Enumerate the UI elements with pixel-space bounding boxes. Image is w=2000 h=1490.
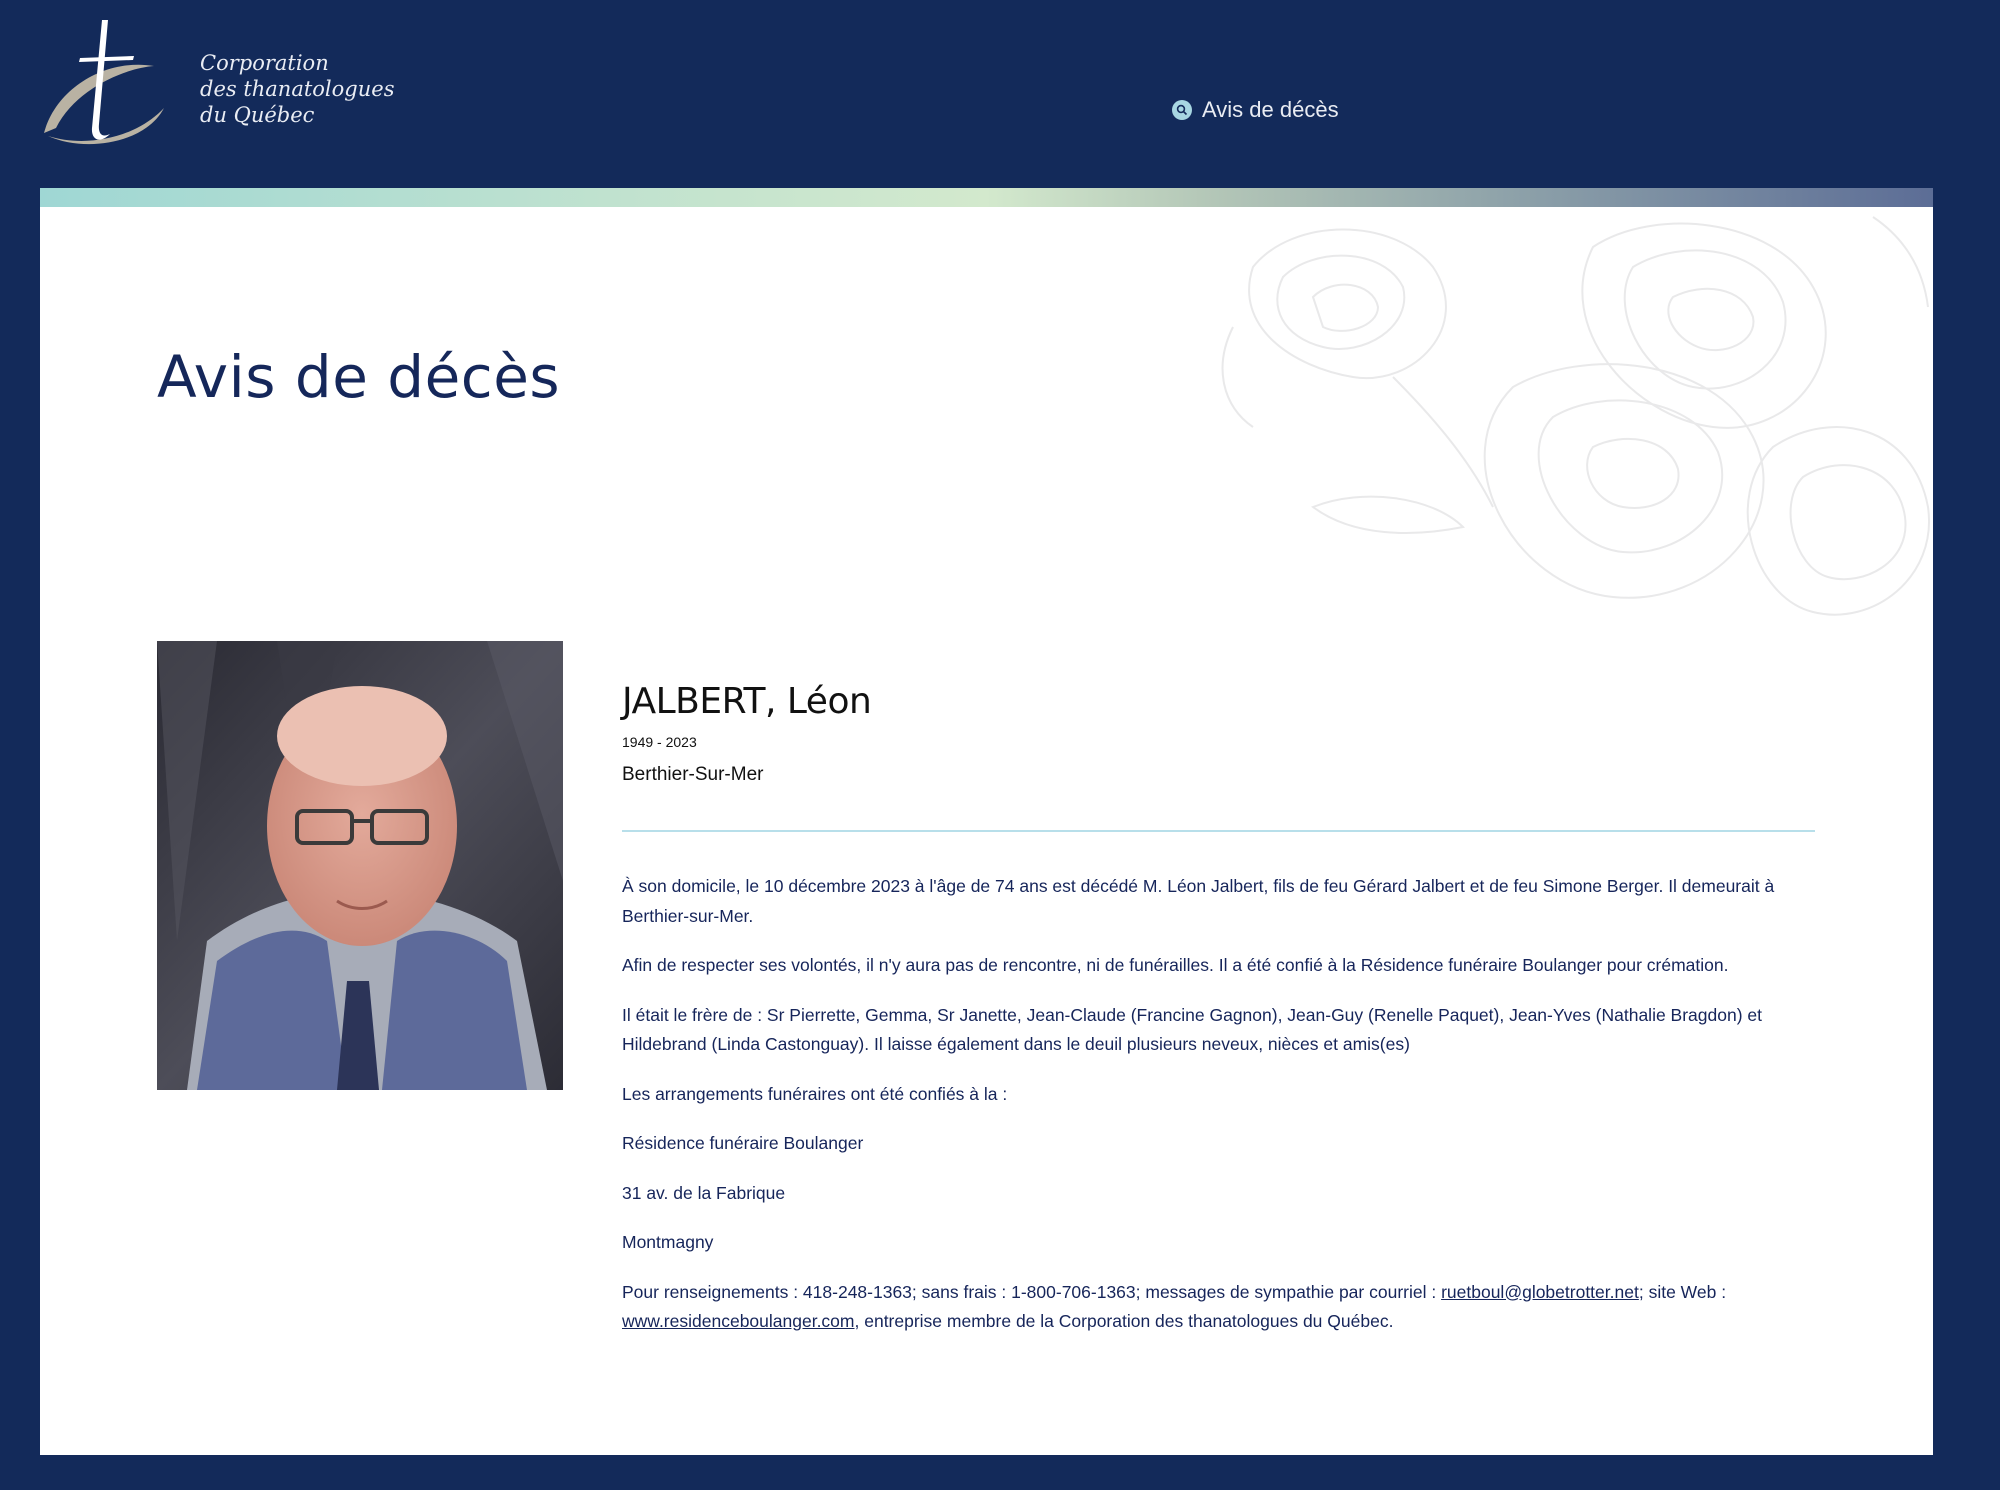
site-header bbox=[0, 0, 2000, 188]
obituary-text bbox=[622, 872, 1817, 1337]
deceased-name: JALBERT, Léon bbox=[622, 681, 872, 722]
page-title: Avis de décès bbox=[157, 343, 561, 411]
logo-line-3: du Québec bbox=[200, 103, 315, 127]
website-link[interactable]: www.residenceboulanger.com bbox=[622, 1311, 855, 1331]
email-link[interactable]: ruetboul@globetrotter.net bbox=[1441, 1281, 1639, 1302]
nav-link-label: Avis de décès bbox=[1202, 97, 1339, 122]
obituary-paragraph: Il était le frère de : Sr Pierrette, Gemma, Sr Janette, Jean-Claude (Francine Gagnon), Jean-Guy (Renelle Paquet), Jean-Yves (Nathalie Bragdon) et Hildebrand (Linda Castonguay). Il laisse également dans le deuil plusieurs neveux, nièces et amis(es) bbox=[622, 1004, 1763, 1054]
city: Berthier-Sur-Mer bbox=[622, 764, 764, 785]
main-content bbox=[40, 207, 1933, 1455]
logo-line-1: Corporation bbox=[200, 51, 329, 75]
logo-text[interactable] bbox=[200, 50, 394, 128]
contact-paragraph bbox=[622, 1278, 1817, 1337]
funeral-home-city: Montmagny bbox=[622, 1232, 714, 1252]
obituary-paragraph: Afin de respecter ses volontés, il n'y aura pas de rencontre, ni de funérailles. Il a été confié à la Résidence funéraire Boulanger pour crémation. bbox=[622, 955, 1729, 975]
contact-suffix: , entreprise membre de la Corporation des thanatologues du Québec. bbox=[854, 1311, 1394, 1331]
funeral-home-address: 31 av. de la Fabrique bbox=[622, 1182, 786, 1203]
nav-avis-de-deces[interactable] bbox=[1172, 97, 1339, 123]
obituary-details bbox=[622, 681, 1817, 1357]
contact-middle: ; site Web : bbox=[1638, 1281, 1727, 1302]
corporation-logo[interactable] bbox=[36, 18, 176, 158]
contact-prefix: Pour renseignements : 418-248-1363; sans frais : 1-800-706-1363; messages de sympathie par courriel : bbox=[622, 1281, 1442, 1302]
decorative-gradient-bar bbox=[40, 188, 1933, 207]
divider bbox=[622, 830, 1815, 832]
floral-decoration bbox=[1213, 207, 1933, 642]
obituary-paragraph: À son domicile, le 10 décembre 2023 à l'âge de 74 ans est décédé M. Léon Jalbert, fils de feu Gérard Jalbert et de feu Simone Berger. Il demeurait à Berthier-sur-Mer. bbox=[622, 876, 1775, 926]
deceased-photo bbox=[157, 641, 563, 1090]
logo-line-2: des thanatologues bbox=[200, 77, 395, 101]
obituary-paragraph: Les arrangements funéraires ont été confiés à la : bbox=[622, 1083, 1008, 1104]
life-dates: 1949 - 2023 bbox=[622, 734, 697, 750]
search-icon bbox=[1172, 100, 1192, 120]
funeral-home-name: Résidence funéraire Boulanger bbox=[622, 1133, 864, 1153]
